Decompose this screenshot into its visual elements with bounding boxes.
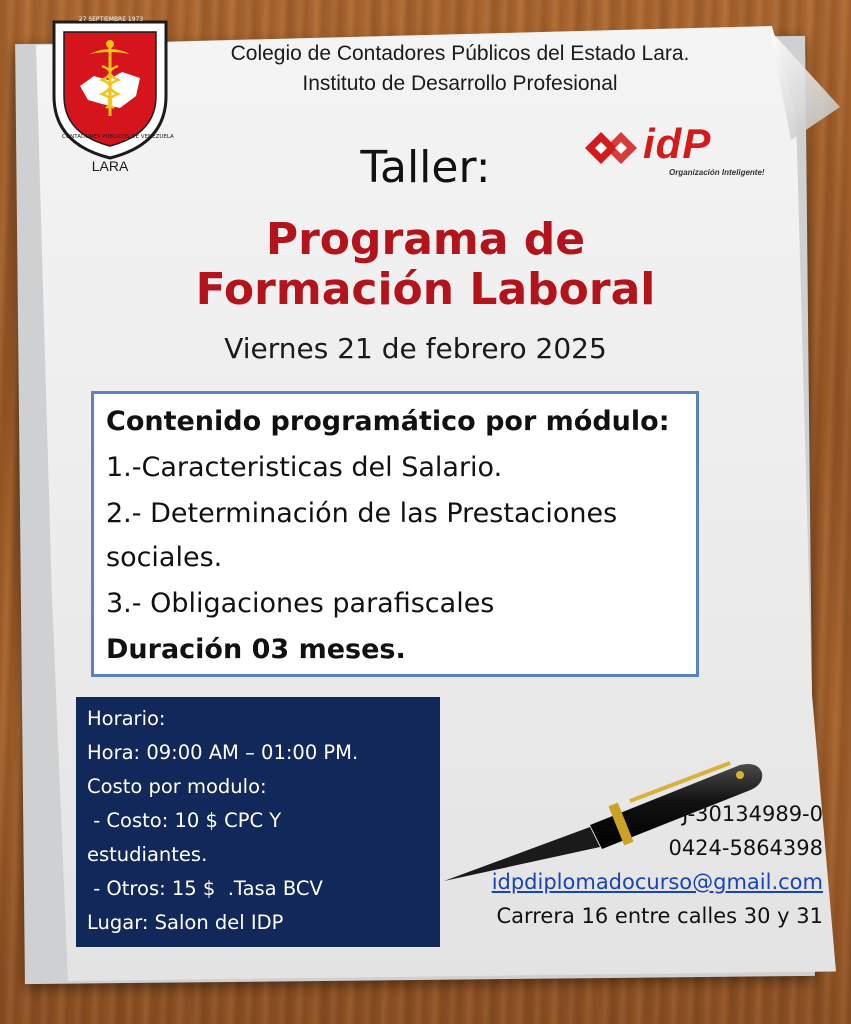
contenido-item: 3.- Obligaciones parafiscales xyxy=(106,588,495,619)
contenido-box xyxy=(91,391,699,677)
contenido-item: 2.- Determinación de las Prestaciones xyxy=(106,498,618,529)
rif-number: J-30134989-0 xyxy=(682,802,823,826)
contenido-item: 1.-Caracteristicas del Salario. xyxy=(106,452,503,483)
address-text: Carrera 16 entre calles 30 y 31 xyxy=(496,904,823,928)
info-line: - Costo: 10 $ CPC Y xyxy=(87,809,282,832)
email-link[interactable]: idpdiplomadocurso@gmail.com xyxy=(491,870,823,894)
logo-date-text: 27 SEPTIEMBRE 1973 xyxy=(78,16,144,23)
title-prefix: Taller: xyxy=(360,142,491,193)
info-line: estudiantes. xyxy=(87,843,208,866)
idp-logo-tagline: Organización Inteligente! xyxy=(669,168,765,177)
header-line-1: Colegio de Contadores Públicos del Estado Lara. xyxy=(230,42,690,65)
logo-ring-text: CONTADORES PÚBLICOS DE VENEZUELA xyxy=(62,134,174,140)
info-line: Lugar: Salon del IDP xyxy=(87,911,284,934)
idp-logo-text: idP xyxy=(643,120,712,167)
header-line-2: Instituto de Desarrollo Profesional xyxy=(302,72,618,95)
event-date: Viernes 21 de febrero 2025 xyxy=(224,332,607,365)
title-line-1: Programa de xyxy=(265,214,586,265)
info-line: Costo por modulo: xyxy=(87,775,267,798)
contenido-item: sociales. xyxy=(106,542,223,573)
contenido-heading: Contenido programático por módulo: xyxy=(106,406,670,437)
info-line: Hora: 09:00 AM – 01:00 PM. xyxy=(87,741,359,764)
title-line-2: Formación Laboral xyxy=(195,264,656,315)
phone-number: 0424-5864398 xyxy=(668,836,823,860)
info-line: - Otros: 15 $ .Tasa BCV xyxy=(87,877,323,900)
logo-city: LARA xyxy=(91,158,129,174)
duracion-text: Duración 03 meses. xyxy=(106,634,406,665)
horario-info-box xyxy=(76,697,440,947)
info-line: Horario: xyxy=(87,707,166,730)
